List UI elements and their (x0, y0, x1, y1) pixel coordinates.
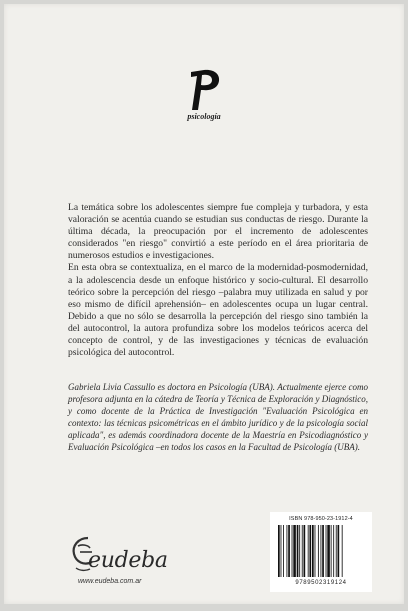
barcode-bar (287, 525, 288, 577)
barcode-bar (342, 525, 343, 577)
back-cover (4, 4, 404, 604)
barcode-bar (322, 525, 324, 577)
p-letter-logo-icon (182, 66, 226, 114)
barcode-bar (327, 525, 330, 577)
barcode-bar (338, 525, 340, 577)
barcode-bar (292, 525, 293, 577)
series-label: psicología (187, 112, 221, 121)
barcode-bar (336, 525, 337, 577)
barcode-bar (321, 525, 322, 577)
barcode-bar (309, 525, 311, 577)
barcode-bar (312, 525, 314, 577)
barcode-bar (326, 525, 327, 577)
barcode-bar (299, 525, 300, 577)
publisher-logo (64, 534, 224, 590)
barcode-bar (333, 525, 334, 577)
synopsis-paragraph-1: La temática sobre los adolescentes siempre fue compleja y turbadora, y esta valoración se acentúa cuando se estudian sus conductas de riesgo. Durante la última década, la preocupación por el incremento de adolescentes considerados "en riesgo" convirtió a este período en el área prioritaria de numerosos estudios e investigaciones. (68, 202, 368, 262)
barcode-bar (283, 525, 284, 577)
author-bio-text: Gabriela Livia Cassullo es doctora en Psicología (UBA). Actualmente ejerce como profesora adjunta en la cátedra de Teoría y Técnica de Exploración y Diagnóstico, y como docente de la Práctica de Investigación "Evaluación Psicológica en contexto: las técnicas psicométricas en el ámbito jurídico y de la psicología social aplicada", es además coordinadora docente de la Maestría en Psicodiagnóstico y Evaluación Psicológica –en todos los casos en la Facultad de Psicología (UBA). (68, 382, 368, 452)
barcode-bar (297, 525, 299, 577)
isbn-number: 9789502319124 (295, 580, 347, 586)
barcode-bar (315, 525, 316, 577)
barcode-bar (331, 525, 332, 577)
barcode-bar (281, 525, 282, 577)
author-bio (68, 382, 368, 453)
publisher-url: www.eudeba.com.ar (78, 578, 142, 585)
barcode-bar (308, 525, 309, 577)
barcode-bar (288, 525, 290, 577)
isbn-barcode-block (270, 512, 372, 592)
isbn-label: ISBN 978-950-23-1912-4 (289, 516, 353, 522)
publisher-name: eudeba (88, 548, 168, 573)
barcode-icon (276, 525, 366, 579)
barcode-bar (302, 525, 303, 577)
barcode-bar (278, 525, 280, 577)
barcode-bar (318, 525, 319, 577)
barcode-bar (293, 525, 296, 577)
synopsis-paragraph-2: En esta obra se contextualiza, en el marco de la modernidad-posmodernidad, a la adolescencia desde un enfoque histórico y socio-cultural. El desarrollo teórico sobre la percepción del riesgo –palabra muy utilizada en salud y por eso mismo de difícil aprehensión– en adolescentes ocupa un lugar central. Debido a que no sólo se desarrolla la percepción del riesgo sino también la del autocontrol, la autora profundiza sobre los modelos teóricos acerca del concepto de control, y de las investigaciones y técnicas de evaluación psicológica del autocontrol. (68, 262, 368, 359)
synopsis (68, 202, 368, 359)
barcode-bar (304, 525, 306, 577)
